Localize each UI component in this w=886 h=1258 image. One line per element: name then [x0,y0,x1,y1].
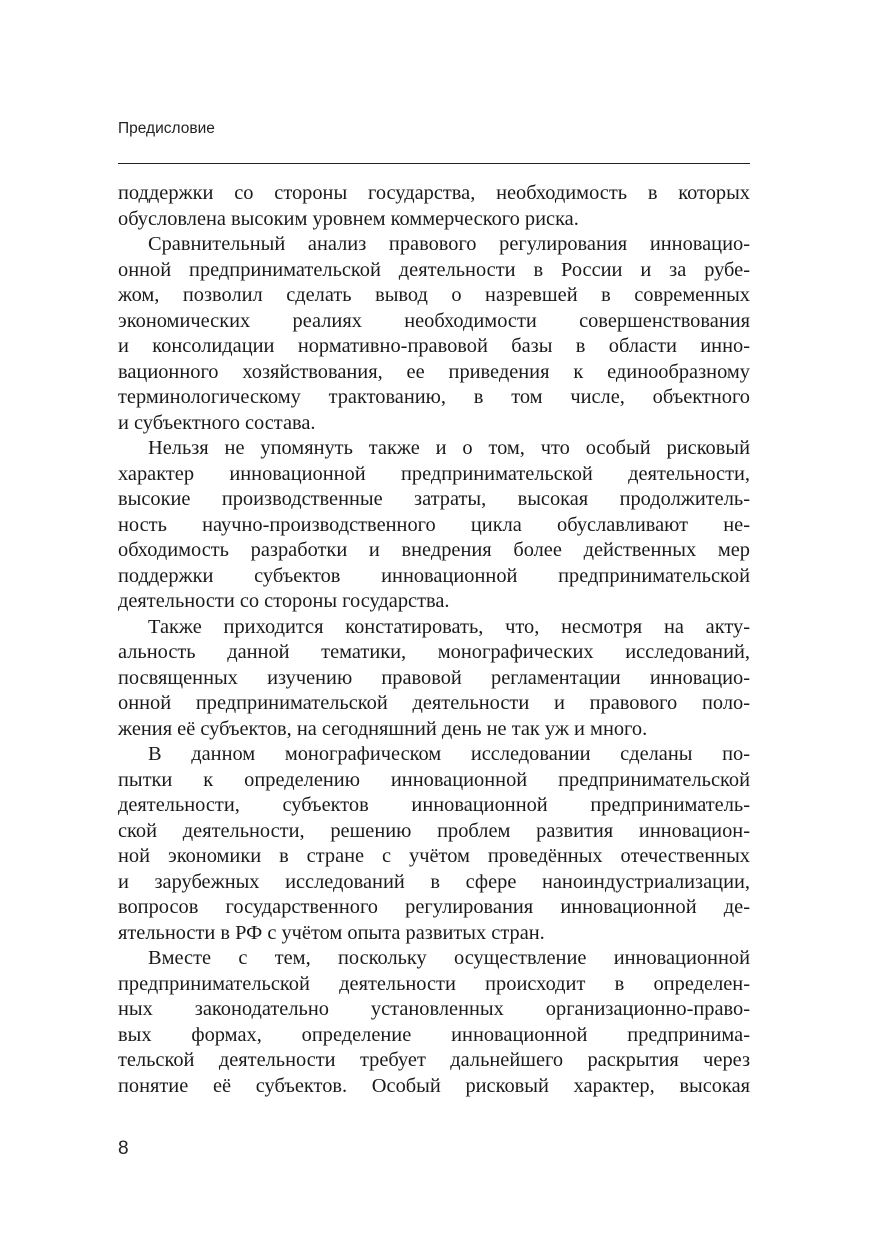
text-line: и консолидации нормативно-правовой базы в области инно- [118,335,750,357]
text-line: Вместе с тем, поскольку осуществление инновационной [148,947,750,969]
text-line: ных законодательно установленных организационно-право- [118,998,750,1020]
text-line: Нельзя не упомянуть также и о том, что особый рисковый [148,437,750,459]
text-line: Также приходится констатировать, что, несмотря на акту- [148,615,750,638]
text-line: ность научно-производственного цикла обуславливают не- [118,513,750,536]
text-line: обусловлена высоким уровнем коммерческого риска. [118,207,579,230]
text-line: жом, позволил сделать вывод о назревшей в современных [118,284,750,306]
text-line: вых формах, определение инновационной предпринима- [118,1023,750,1046]
text-line: высокие производственные затраты, высокая продолжитель- [118,488,750,510]
text-line: ской деятельности, решению проблем развития инновацион- [118,819,750,842]
text-line: и субъектного состава. [118,411,316,434]
text-line: вационного хозяйствования, ее приведения к единообразному [118,360,750,383]
text-line: предпринимательской деятельности происходит в определен- [118,972,750,995]
running-head-title: Предисловие [118,120,215,137]
text-line: Сравнительный анализ правового регулирования инновацио- [148,233,750,255]
text-line: альность данной тематики, монографических исследований, [118,641,750,663]
text-line: посвященных изучению правовой регламентации инновацио- [118,666,750,689]
page-number: 8 [118,1138,129,1159]
text-line: и зарубежных исследований в сфере наноиндустриализации, [118,870,750,893]
text-line: терминологическому трактованию, в том числе, объектного [118,386,750,408]
text-line: понятие её субъектов. Особый рисковый характер, высокая [118,1074,750,1097]
header-divider [118,163,750,164]
body-text [118,181,750,1099]
text-line: поддержки со стороны государства, необходимость в которых [118,182,750,204]
text-line: В данном монографическом исследовании сделаны по- [148,743,750,765]
text-line: поддержки субъектов инновационной предпринимательской [118,564,750,587]
text-line: деятельности, субъектов инновационной предприниматель- [118,794,750,816]
text-line: ной экономики в стране с учётом проведённых отечественных [118,845,750,867]
text-line: тельской деятельности требует дальнейшего раскрытия через [118,1049,750,1071]
text-line: экономических реалиях необходимости совершенствования [118,309,750,332]
text-line: пытки к определению инновационной предпринимательской [118,768,750,791]
text-line: вопросов государственного регулирования инновационной де- [118,896,750,918]
text-line: деятельности со стороны государства. [118,590,450,612]
text-line: жения её субъектов, на сегодняшний день не так уж и много. [118,717,648,740]
text-line: ятельности в РФ с учётом опыта развитых стран. [118,921,545,944]
text-line: онной предпринимательской деятельности в России и за рубе- [118,258,750,281]
text-line: онной предпринимательской деятельности и правового поло- [118,692,750,714]
text-line: характер инновационной предпринимательской деятельности, [118,462,750,485]
text-line: обходимость разработки и внедрения более действенных мер [118,539,750,561]
